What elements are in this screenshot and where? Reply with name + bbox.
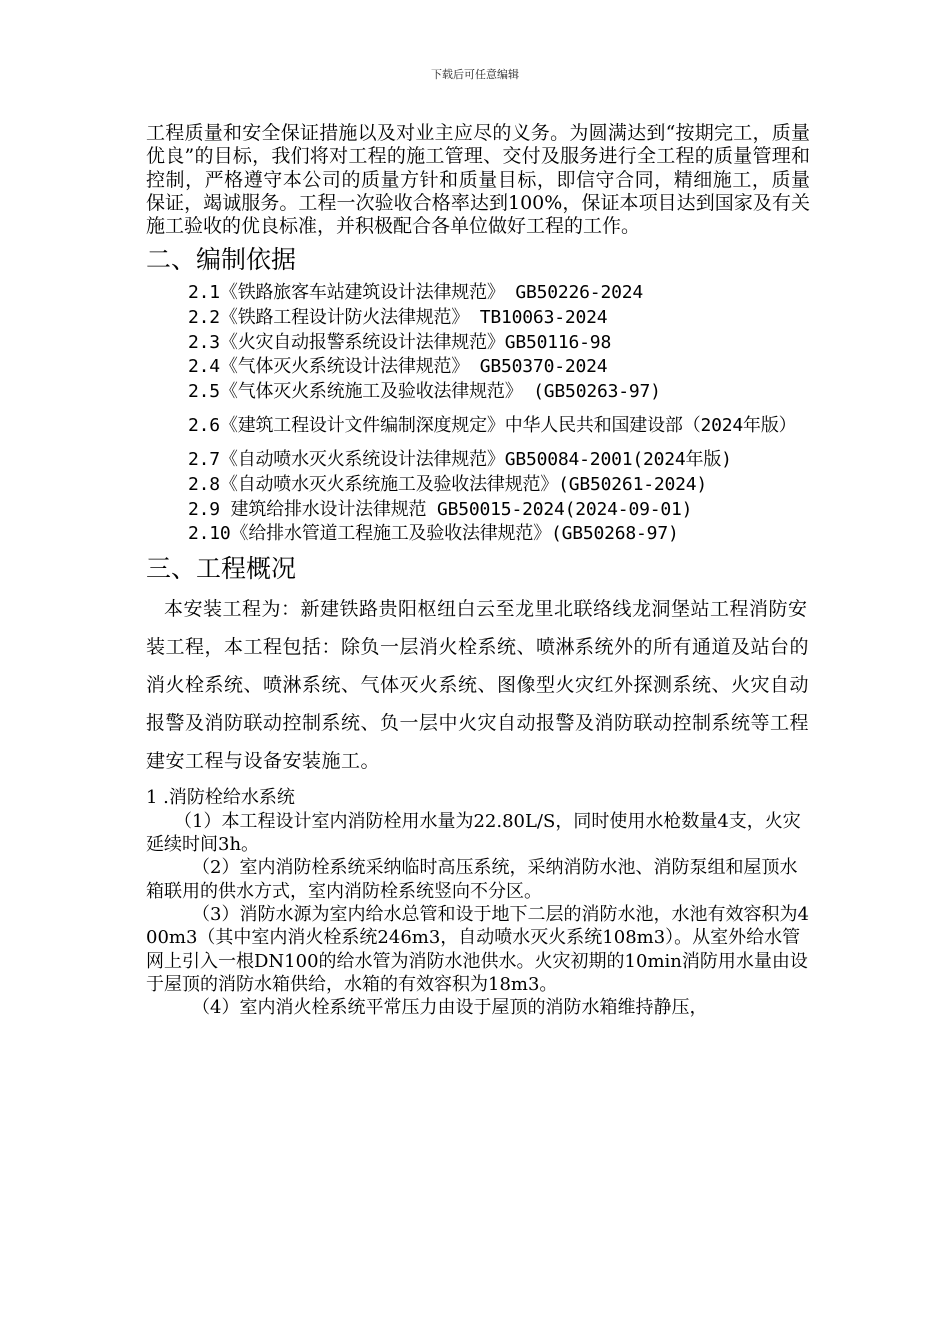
reference-item: 2.7《自动喷水灭火系统设计法律规范》GB50084-2001(2024年版) [188,449,732,471]
section-heading-basis: 二、编制依据 [146,245,297,275]
system-item: （1）本工程设计室内消防栓用水量为22.80L/S，同时使用水枪数量4支，火灾延续时间3h。 [146,810,801,856]
reference-item: 2.8《自动喷水灭火系统施工及验收法律规范》(GB50261-2024) [188,474,708,496]
reference-item: 2.9 建筑给排水设计法律规范 GB50015-2024(2024-09-01) [188,498,693,520]
reference-item: 2.5《气体灭火系统施工及验收法律规范》 (GB50263-97) [188,380,661,402]
intro-paragraph: 工程质量和安全保证措施以及对业主应尽的义务。为圆满达到“按期完工，质量优良”的目标，我们将对工程的施工管理、交付及服务进行全工程的质量管理和控制，严格遵守本公司的质量方针和质量目标，即信守合同，精细施工，质量保证，竭诚服务。工程一次验收合格率达到100%，保证本项目达到国家及有关施工验收的优良标准，并积极配合各单位做好工程的工作。 [146,122,810,238]
system-item: （3）消防水源为室内给水总管和设于地下二层的消防水池，水池有效容积为400m3（其中室内消火栓系统246m3，自动喷水灭火系统108m3）。从室外给水管网上引入一根DN100的给水管为消防水池供水。火灾初期的10min消防用水量由设于屋顶的消防水箱供给，水箱的有效容积为18m3。 [146,904,809,995]
reference-item: 2.1《铁路旅客车站建筑设计法律规范》 GB50226-2024 [188,282,643,304]
document-body [146,122,810,1020]
reference-item: 2.4《气体灭火系统设计法律规范》 GB50370-2024 [188,356,608,378]
reference-item: 2.10《给排水管道工程施工及验收法律规范》(GB50268-97) [188,523,679,545]
section-heading-overview: 三、工程概况 [146,553,297,583]
page-header-note: 下载后可任意编辑 [431,68,519,81]
system-item: （2）室内消防栓系统采纳临时高压系统，采纳消防水池、消防泵组和屋顶水箱联用的供水方式，室内消防栓系统竖向不分区。 [146,857,798,902]
system-item: （4）室内消火栓系统平常压力由设于屋顶的消防水箱维持静压， [192,997,708,1019]
subheading-hydrant-system: 1 .消防栓给水系统 [146,786,295,808]
reference-item: 2.6《建筑工程设计文件编制深度规定》中华人民共和国建设部（2024年版） [188,415,797,437]
reference-item: 2.2《铁路工程设计防火法律规范》 TB10063-2024 [188,307,608,329]
reference-item: 2.3《火灾自动报警系统设计法律规范》GB50116-98 [188,331,612,353]
overview-paragraph: 本安装工程为：新建铁路贵阳枢纽白云至龙里北联络线龙洞堡站工程消防安装工程，本工程包括：除负一层消火栓系统、喷淋系统外的所有通道及站台的消火栓系统、喷淋系统、气体灭火系统、图像型火灾红外探测系统、火灾自动报警及消防联动控制系统、负一层中火灾自动报警及消防联动控制系统等工程建安工程与设备安装施工。 [146,597,810,772]
